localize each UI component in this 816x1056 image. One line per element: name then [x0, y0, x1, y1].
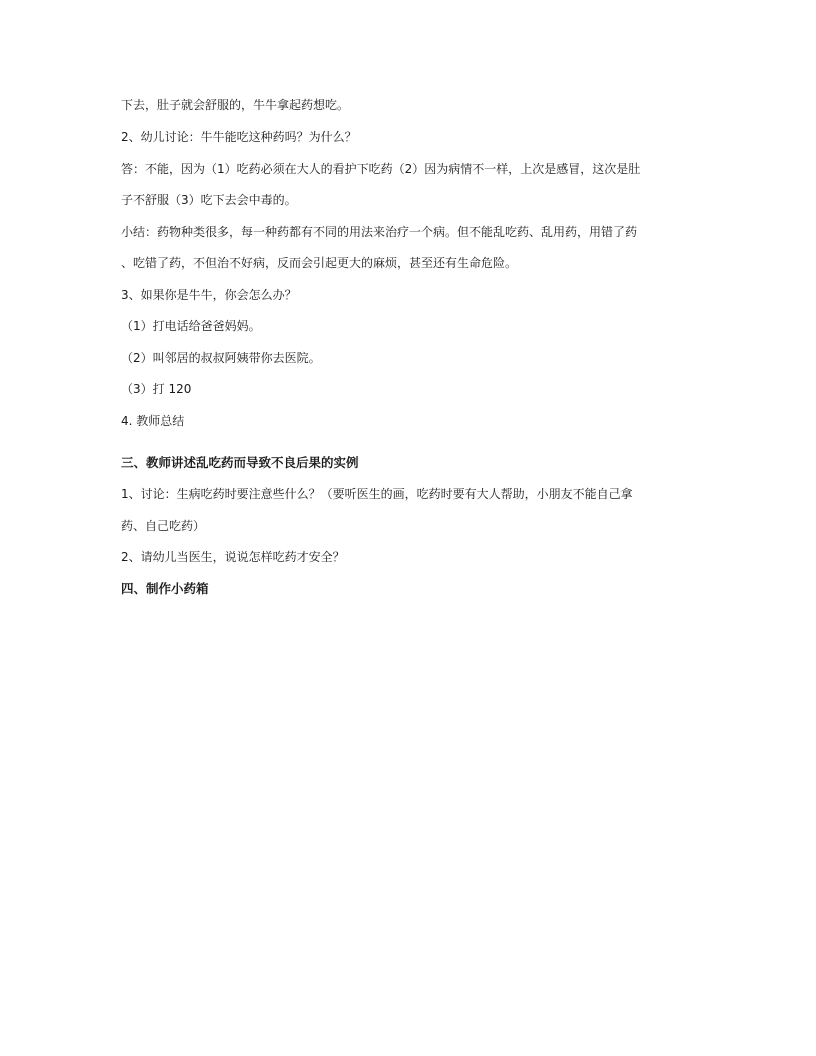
section-heading: 三、教师讲述乱吃药而导致不良后果的实例: [121, 455, 359, 470]
question-line: 2、幼儿讨论：牛牛能吃这种药吗？为什么？: [121, 130, 357, 144]
text-line: 下去，肚子就会舒服的，牛牛拿起药想吃。: [121, 98, 350, 112]
list-item: 4. 教师总结: [121, 414, 185, 428]
text-line: 1、讨论：生病吃药时要注意些什么？（要听医生的画，吃药时要有大人帮助，小朋友不能自己拿: [121, 487, 633, 501]
answer-line-cont: 子不舒服（3）吃下去会中毒的。: [121, 193, 297, 207]
text-line: 2、请幼儿当医生，说说怎样吃药才安全？: [121, 550, 345, 564]
section-heading: 四、制作小药箱: [121, 581, 209, 596]
summary-line: 小结：药物种类很多，每一种药都有不同的用法来治疗一个病。但不能乱吃药、乱用药，用错了药: [121, 225, 638, 239]
text-line-cont: 药、自己吃药）: [121, 519, 206, 533]
summary-line-cont: 、吃错了药，不但治不好病，反而会引起更大的麻烦，甚至还有生命危险。: [121, 256, 518, 270]
list-item: （1）打电话给爸爸妈妈。: [121, 319, 261, 333]
list-item: （3）打 120: [121, 382, 192, 396]
question-line: 3、如果你是牛牛，你会怎么办？: [121, 288, 297, 302]
list-item: （2）叫邻居的叔叔阿姨带你去医院。: [121, 351, 321, 365]
answer-line: 答：不能，因为（1）吃药必须在大人的看护下吃药（2）因为病情不一样，上次是感冒，这次是肚: [121, 162, 641, 176]
